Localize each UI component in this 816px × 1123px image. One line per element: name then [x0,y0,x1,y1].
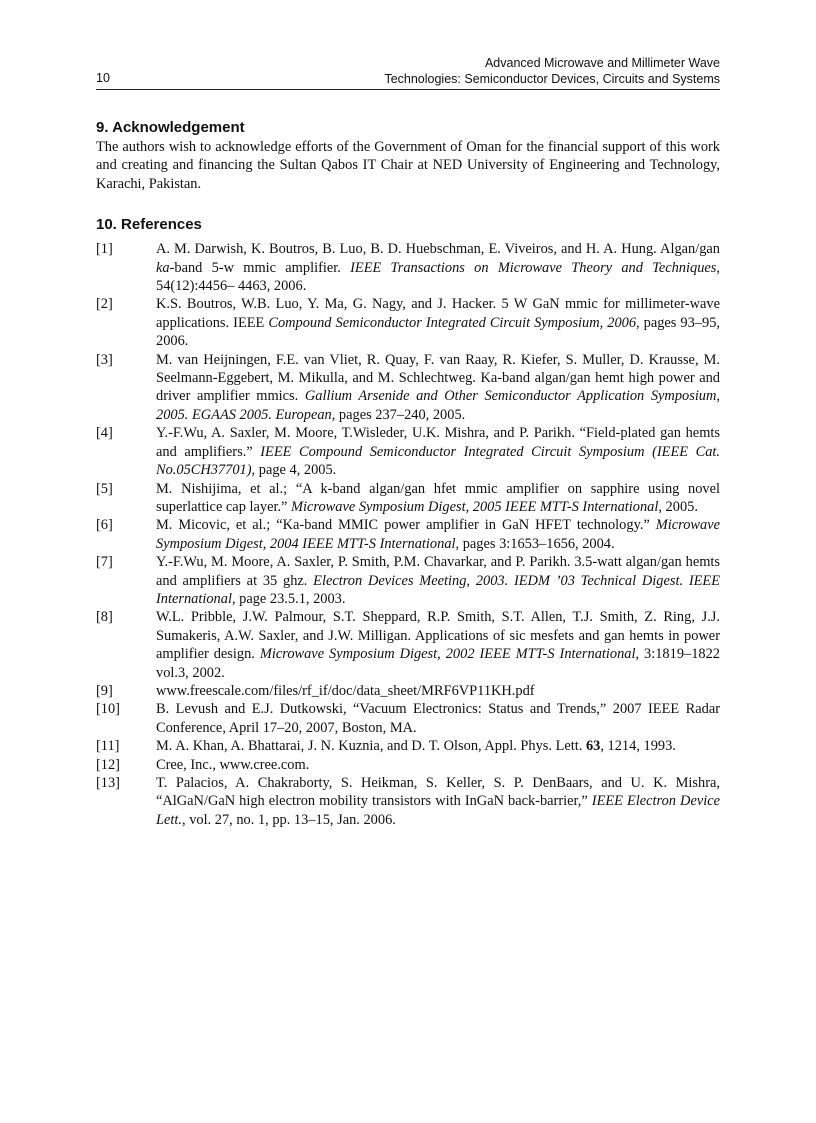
reference-item [96,774,720,829]
reference-number: [1] [96,241,113,258]
running-header [96,55,720,90]
reference-text: M. van Heijningen, F.E. van Vliet, R. Quay, F. van Raay, R. Kiefer, S. Muller, D. Krausse, M. Seelmann-Eggebert, M. Mikulla, and M. Schlechtweg. Ka-band algan/gan hemt high power and driver amplifier mmics. Gallium Arsenide and Other Semiconductor Application Symposium, 2005. EGAAS 2005. European, pages 237–240, 2005. [156,351,720,423]
reference-item [96,516,720,553]
reference-number: [8] [96,609,113,626]
reference-number: [2] [96,296,113,313]
reference-text: Cree, Inc., www.cree.com. [156,756,310,773]
reference-text: M. A. Khan, A. Bhattarai, J. N. Kuznia, and D. T. Olson, Appl. Phys. Lett. 63, 1214, 1993. [156,738,676,755]
reference-number: [10] [96,701,120,718]
reference-list [96,240,720,829]
running-title [384,55,720,87]
reference-item [96,756,720,774]
reference-text: M. Micovic, et al.; “Ka-band MMIC power amplifier in GaN HFET technology.” Microwave Symposium Digest, 2004 IEEE MTT-S International, pages 3:1653–1656, 2004. [156,517,720,552]
page-content [96,116,720,829]
running-title-line-1: Advanced Microwave and Millimeter Wave [484,56,720,70]
reference-item [96,737,720,755]
reference-number: [12] [96,756,120,773]
running-title-line-2: Technologies: Semiconductor Devices, Circuits and Systems [384,72,720,86]
reference-text: A. M. Darwish, K. Boutros, B. Luo, B. D. Huebschman, E. Viveiros, and H. A. Hung. Algan/gan ka-band 5-w mmic amplifier. IEEE Transactions on Microwave Theory and Techniques, 54(12):4456– 4463, 2006. [156,241,720,295]
reference-number: [11] [96,738,120,755]
reference-number: [13] [96,775,120,791]
reference-number: [4] [96,425,113,442]
reference-text: T. Palacios, A. Chakraborty, S. Heikman, S. Keller, S. P. DenBaars, and U. K. Mishra, “AlGaN/GaN high electron mobility transistors with InGaN back-barrier,” IEEE Electron Device Lett., vol. 27, no. 1, pp. 13–15, Jan. 2006. [156,775,720,828]
reference-text: M. Nishijima, et al.; “A k-band algan/gan hfet mmic amplifier on sapphire using novel superlattice cap layer.” Microwave Symposium Digest, 2005 IEEE MTT-S International, 2005. [156,480,720,515]
reference-text: K.S. Boutros, W.B. Luo, Y. Ma, G. Nagy, and J. Hacker. 5 W GaN mmic for millimeter-wave applications. IEEE Compound Semiconductor Integrated Circuit Symposium, 2006, pages 93–95, 2006. [156,296,721,350]
reference-item [96,700,720,737]
reference-item [96,682,720,700]
acknowledgement-heading: 9. Acknowledgement [96,119,245,136]
reference-text: W.L. Pribble, J.W. Palmour, S.T. Sheppard, R.P. Smith, S.T. Allen, T.J. Smith, Z. Ring, J.J. Sumakeris, A.W. Saxler, and J.W. Milligan. Applications of sic mesfets and gan hemts in power amplifier design. Microwave Symposium Digest, 2002 IEEE MTT-S International, 3:1819–1822 vol.3, 2002. [156,609,720,681]
page-number: 10 [96,71,110,85]
reference-item [96,240,720,295]
reference-number: [9] [96,682,113,699]
reference-number: [3] [96,351,113,368]
acknowledgement-body: The authors wish to acknowledge efforts of the Government of Oman for the financial support of this work and creating and financing the Sultan Qabos IT Chair at NED University of Engineering and Technology, Karachi, Pakistan. [96,139,720,192]
reference-item [96,424,720,479]
references-heading: 10. References [96,216,202,234]
reference-text: www.freescale.com/files/rf_if/doc/data_sheet/MRF6VP11KH.pdf [156,682,535,699]
reference-number: [6] [96,517,113,534]
reference-text: Y.-F.Wu, A. Saxler, M. Moore, T.Wisleder, U.K. Mishra, and P. Parikh. “Field-plated gan hemts and amplifiers.” IEEE Compound Semiconductor Integrated Circuit Symposium (IEEE Cat. No.05CH37701), page 4, 2005. [156,425,720,479]
reference-text: Y.-F.Wu, M. Moore, A. Saxler, P. Smith, P.M. Chavarkar, and P. Parikh. 3.5-watt algan/gan hemts and amplifiers at 35 ghz. Electron Devices Meeting, 2003. IEDM ’03 Technical Digest. IEEE International, page 23.5.1, 2003. [156,554,720,607]
reference-item [96,480,720,517]
reference-item [96,351,720,425]
reference-number: [7] [96,554,113,571]
reference-number: [5] [96,480,113,497]
reference-item [96,553,720,608]
reference-text: B. Levush and E.J. Dutkowski, “Vacuum Electronics: Status and Trends,” 2007 IEEE Radar Conference, April 17–20, 2007, Boston, MA. [156,701,720,736]
reference-item [96,295,720,350]
reference-item [96,608,720,682]
